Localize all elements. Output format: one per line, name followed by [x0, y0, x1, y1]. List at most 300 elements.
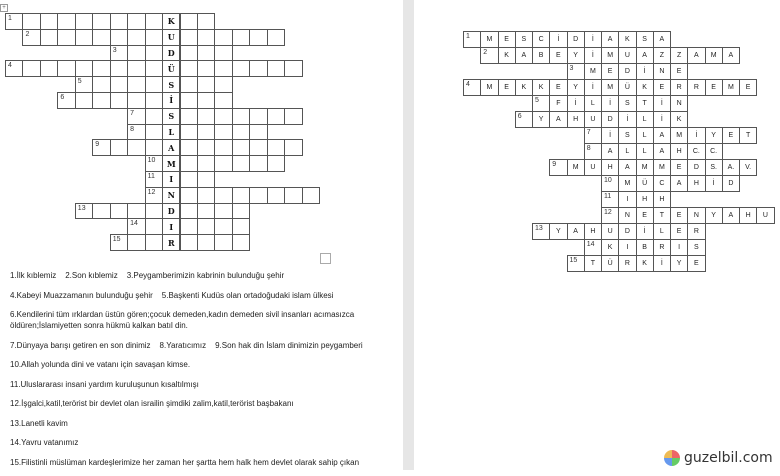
grid-cell[interactable]: [515, 79, 533, 96]
grid-cell[interactable]: [705, 127, 723, 144]
grid-cell[interactable]: [670, 175, 688, 192]
grid-cell[interactable]: [232, 218, 250, 235]
grid-cell[interactable]: [145, 155, 163, 172]
grid-cell[interactable]: [75, 203, 93, 220]
grid-cell[interactable]: [110, 234, 128, 251]
grid-cell[interactable]: [145, 92, 163, 109]
grid-cell[interactable]: [110, 92, 128, 109]
grid-cell[interactable]: [687, 47, 705, 64]
grid-cell[interactable]: [549, 47, 567, 64]
grid-cell[interactable]: [618, 143, 636, 160]
grid-cell[interactable]: [618, 207, 636, 224]
grid-cell[interactable]: [180, 76, 198, 93]
grid-cell[interactable]: [584, 223, 602, 240]
grid-cell[interactable]: [618, 127, 636, 144]
grid-cell[interactable]: [180, 45, 198, 62]
grid-cell[interactable]: [653, 111, 671, 128]
grid-cell[interactable]: [145, 108, 163, 125]
grid-cell[interactable]: [284, 187, 302, 204]
grid-cell[interactable]: [180, 155, 198, 172]
grid-cell[interactable]: [214, 218, 232, 235]
grid-cell[interactable]: [75, 92, 93, 109]
grid-cell[interactable]: [127, 60, 145, 77]
grid-cell[interactable]: [653, 95, 671, 112]
grid-cell[interactable]: [618, 47, 636, 64]
grid-cell[interactable]: [162, 29, 180, 46]
grid-cell[interactable]: [249, 124, 267, 141]
grid-cell[interactable]: [232, 155, 250, 172]
grid-cell[interactable]: [249, 60, 267, 77]
grid-cell[interactable]: [670, 111, 688, 128]
grid-cell[interactable]: [127, 234, 145, 251]
answer-letter: R: [676, 84, 682, 91]
grid-cell[interactable]: [653, 239, 671, 256]
grid-cell[interactable]: [302, 187, 320, 204]
grid-cell[interactable]: [40, 13, 58, 30]
grid-cell[interactable]: [618, 239, 636, 256]
grid-cell[interactable]: [180, 124, 198, 141]
grid-cell[interactable]: [145, 203, 163, 220]
grid-cell[interactable]: [249, 108, 267, 125]
grid-cell[interactable]: [197, 218, 215, 235]
grid-cell[interactable]: [601, 255, 619, 272]
grid-cell[interactable]: [145, 29, 163, 46]
grid-cell[interactable]: [232, 124, 250, 141]
grid-cell[interactable]: [601, 79, 619, 96]
grid-cell[interactable]: [127, 92, 145, 109]
grid-cell[interactable]: [57, 13, 75, 30]
grid-cell[interactable]: [601, 47, 619, 64]
grid-cell[interactable]: [601, 223, 619, 240]
grid-cell[interactable]: [567, 159, 585, 176]
grid-cell[interactable]: [127, 218, 145, 235]
grid-cell[interactable]: [197, 155, 215, 172]
grid-cell[interactable]: [110, 203, 128, 220]
grid-cell[interactable]: [92, 13, 110, 30]
grid-cell[interactable]: [197, 13, 215, 30]
grid-cell[interactable]: [722, 207, 740, 224]
grid-cell[interactable]: [463, 79, 481, 96]
grid-cell[interactable]: [145, 139, 163, 156]
grid-cell[interactable]: [567, 63, 585, 80]
grid-cell[interactable]: [739, 207, 757, 224]
grid-cell[interactable]: [670, 63, 688, 80]
grid-cell[interactable]: [214, 234, 232, 251]
grid-cell[interactable]: [636, 239, 654, 256]
grid-cell[interactable]: [22, 13, 40, 30]
grid-cell[interactable]: [214, 108, 232, 125]
grid-cell[interactable]: [92, 92, 110, 109]
grid-cell[interactable]: [180, 108, 198, 125]
grid-cell[interactable]: [197, 45, 215, 62]
grid-cell[interactable]: [232, 203, 250, 220]
grid-cell[interactable]: [567, 255, 585, 272]
grid-cell[interactable]: [145, 234, 163, 251]
grid-cell[interactable]: [498, 47, 516, 64]
grid-cell[interactable]: [232, 187, 250, 204]
grid-cell[interactable]: [618, 223, 636, 240]
grid-cell[interactable]: [127, 13, 145, 30]
grid-cell[interactable]: [515, 47, 533, 64]
grid-cell[interactable]: [162, 139, 180, 156]
grid-cell[interactable]: [162, 60, 180, 77]
grid-cell[interactable]: [653, 175, 671, 192]
grid-cell[interactable]: [127, 45, 145, 62]
grid-cell[interactable]: [687, 127, 705, 144]
grid-cell[interactable]: [145, 218, 163, 235]
grid-cell[interactable]: [180, 92, 198, 109]
grid-cell[interactable]: [249, 29, 267, 46]
grid-cell[interactable]: [584, 159, 602, 176]
grid-cell[interactable]: [197, 29, 215, 46]
grid-cell[interactable]: [162, 108, 180, 125]
grid-cell[interactable]: [92, 139, 110, 156]
grid-cell[interactable]: [162, 203, 180, 220]
grid-cell[interactable]: [653, 223, 671, 240]
grid-cell[interactable]: [618, 95, 636, 112]
grid-cell[interactable]: [636, 159, 654, 176]
grid-cell[interactable]: [636, 143, 654, 160]
grid-cell[interactable]: [267, 139, 285, 156]
grid-cell[interactable]: [197, 187, 215, 204]
grid-cell[interactable]: [180, 29, 198, 46]
grid-cell[interactable]: [653, 207, 671, 224]
grid-cell[interactable]: [57, 92, 75, 109]
table-resize-handle[interactable]: [320, 253, 331, 264]
grid-cell[interactable]: [653, 47, 671, 64]
grid-cell[interactable]: [722, 175, 740, 192]
grid-cell[interactable]: [687, 223, 705, 240]
grid-cell[interactable]: [180, 171, 198, 188]
grid-cell[interactable]: [687, 79, 705, 96]
grid-cell[interactable]: [722, 127, 740, 144]
grid-cell[interactable]: [145, 13, 163, 30]
grid-cell[interactable]: [232, 29, 250, 46]
grid-cell[interactable]: [214, 29, 232, 46]
grid-cell[interactable]: [549, 111, 567, 128]
grid-cell[interactable]: [618, 31, 636, 48]
grid-cell[interactable]: [197, 171, 215, 188]
grid-cell[interactable]: [636, 223, 654, 240]
grid-cell[interactable]: [127, 76, 145, 93]
grid-cell[interactable]: [653, 191, 671, 208]
grid-cell[interactable]: [145, 45, 163, 62]
grid-cell[interactable]: [110, 13, 128, 30]
grid-cell[interactable]: [601, 175, 619, 192]
grid-cell[interactable]: [739, 159, 757, 176]
grid-cell[interactable]: [705, 207, 723, 224]
grid-cell[interactable]: [145, 171, 163, 188]
grid-cell[interactable]: [636, 191, 654, 208]
grid-cell[interactable]: [670, 127, 688, 144]
grid-cell[interactable]: [636, 207, 654, 224]
grid-cell[interactable]: [214, 203, 232, 220]
grid-cell[interactable]: [57, 29, 75, 46]
grid-cell[interactable]: [601, 63, 619, 80]
grid-cell[interactable]: [267, 187, 285, 204]
grid-cell[interactable]: [722, 79, 740, 96]
grid-cell[interactable]: [618, 255, 636, 272]
grid-cell[interactable]: [670, 47, 688, 64]
grid-cell[interactable]: [584, 79, 602, 96]
grid-cell[interactable]: [601, 207, 619, 224]
grid-cell[interactable]: [584, 239, 602, 256]
grid-cell[interactable]: [249, 155, 267, 172]
grid-cell[interactable]: [636, 95, 654, 112]
grid-cell[interactable]: [567, 223, 585, 240]
grid-cell[interactable]: [653, 79, 671, 96]
grid-cell[interactable]: [197, 234, 215, 251]
clue-6: 6.Kendilerini tüm ırklardan üstün gören;çocuk demeden,kadın demeden sivil insanları acımasızca öldüren;İslamiyetten sonra hükmü kalkan batıl din.: [10, 310, 355, 330]
grid-cell[interactable]: [653, 31, 671, 48]
grid-cell[interactable]: [567, 31, 585, 48]
grid-cell[interactable]: [739, 127, 757, 144]
grid-cell[interactable]: [480, 79, 498, 96]
grid-cell[interactable]: [214, 60, 232, 77]
grid-cell[interactable]: [162, 171, 180, 188]
grid-cell[interactable]: [549, 95, 567, 112]
grid-cell[interactable]: [618, 111, 636, 128]
grid-cell[interactable]: [180, 60, 198, 77]
grid-cell[interactable]: [197, 124, 215, 141]
grid-cell[interactable]: [127, 203, 145, 220]
grid-cell[interactable]: [532, 95, 550, 112]
answer-letter: T: [642, 100, 647, 107]
grid-cell[interactable]: [601, 159, 619, 176]
grid-cell[interactable]: [267, 108, 285, 125]
grid-cell[interactable]: [687, 175, 705, 192]
grid-cell[interactable]: [567, 111, 585, 128]
grid-cell[interactable]: [532, 111, 550, 128]
grid-cell[interactable]: [162, 124, 180, 141]
grid-cell[interactable]: [515, 111, 533, 128]
grid-cell[interactable]: [162, 92, 180, 109]
grid-cell[interactable]: [636, 175, 654, 192]
grid-cell[interactable]: [670, 143, 688, 160]
grid-cell[interactable]: [214, 45, 232, 62]
grid-cell[interactable]: [110, 139, 128, 156]
grid-cell[interactable]: [532, 47, 550, 64]
grid-cell[interactable]: [267, 29, 285, 46]
grid-cell[interactable]: [584, 95, 602, 112]
grid-cell[interactable]: [75, 29, 93, 46]
grid-cell[interactable]: [267, 60, 285, 77]
grid-cell[interactable]: [75, 76, 93, 93]
grid-cell[interactable]: [249, 139, 267, 156]
grid-cell[interactable]: [670, 207, 688, 224]
grid-cell[interactable]: [127, 139, 145, 156]
grid-cell[interactable]: [110, 76, 128, 93]
grid-cell[interactable]: [249, 187, 267, 204]
grid-cell[interactable]: [22, 60, 40, 77]
grid-cell[interactable]: [232, 108, 250, 125]
grid-cell[interactable]: [584, 111, 602, 128]
grid-cell[interactable]: [110, 29, 128, 46]
grid-cell[interactable]: [145, 60, 163, 77]
grid-cell[interactable]: [110, 45, 128, 62]
grid-cell[interactable]: [653, 63, 671, 80]
grid-cell[interactable]: [584, 127, 602, 144]
grid-cell[interactable]: [197, 203, 215, 220]
grid-cell[interactable]: [618, 63, 636, 80]
grid-cell[interactable]: [636, 63, 654, 80]
grid-cell[interactable]: [284, 60, 302, 77]
grid-cell[interactable]: [584, 63, 602, 80]
grid-cell[interactable]: [284, 108, 302, 125]
grid-cell[interactable]: [214, 155, 232, 172]
grid-cell[interactable]: [145, 76, 163, 93]
grid-cell[interactable]: [145, 124, 163, 141]
grid-cell[interactable]: [22, 29, 40, 46]
grid-cell[interactable]: [75, 13, 93, 30]
grid-cell[interactable]: [267, 155, 285, 172]
grid-cell[interactable]: [5, 60, 23, 77]
grid-cell[interactable]: [584, 255, 602, 272]
grid-cell[interactable]: [180, 139, 198, 156]
grid-cell[interactable]: [549, 79, 567, 96]
grid-cell[interactable]: [40, 60, 58, 77]
grid-cell[interactable]: [705, 175, 723, 192]
grid-cell[interactable]: [687, 159, 705, 176]
grid-cell[interactable]: [653, 127, 671, 144]
grid-cell[interactable]: [567, 95, 585, 112]
grid-cell[interactable]: [180, 187, 198, 204]
grid-cell[interactable]: [601, 127, 619, 144]
grid-cell[interactable]: [197, 139, 215, 156]
grid-cell[interactable]: [214, 92, 232, 109]
grid-cell[interactable]: [567, 47, 585, 64]
grid-cell[interactable]: [92, 76, 110, 93]
grid-cell[interactable]: [57, 60, 75, 77]
grid-cell[interactable]: [197, 108, 215, 125]
grid-cell[interactable]: [618, 159, 636, 176]
grid-cell[interactable]: [670, 79, 688, 96]
grid-cell[interactable]: [40, 29, 58, 46]
grid-cell[interactable]: [601, 31, 619, 48]
grid-cell[interactable]: [584, 143, 602, 160]
grid-cell[interactable]: [549, 31, 567, 48]
grid-cell[interactable]: [162, 155, 180, 172]
grid-cell[interactable]: [670, 239, 688, 256]
grid-cell[interactable]: [705, 79, 723, 96]
grid-cell[interactable]: [601, 239, 619, 256]
grid-cell[interactable]: [197, 92, 215, 109]
grid-cell[interactable]: [601, 191, 619, 208]
grid-cell[interactable]: [214, 124, 232, 141]
grid-cell[interactable]: [284, 139, 302, 156]
grid-cell[interactable]: [739, 79, 757, 96]
grid-cell[interactable]: [636, 79, 654, 96]
grid-cell[interactable]: [92, 60, 110, 77]
grid-cell[interactable]: [197, 60, 215, 77]
grid-cell[interactable]: [670, 159, 688, 176]
grid-cell[interactable]: [636, 111, 654, 128]
grid-cell[interactable]: [567, 79, 585, 96]
grid-cell[interactable]: [214, 139, 232, 156]
grid-cell[interactable]: [127, 108, 145, 125]
grid-cell[interactable]: [670, 255, 688, 272]
grid-cell[interactable]: [705, 159, 723, 176]
grid-cell[interactable]: [670, 95, 688, 112]
grid-cell[interactable]: [75, 60, 93, 77]
grid-cell[interactable]: [601, 95, 619, 112]
grid-cell[interactable]: [498, 31, 516, 48]
grid-cell[interactable]: [549, 159, 567, 176]
grid-cell[interactable]: [722, 47, 740, 64]
grid-cell[interactable]: [636, 47, 654, 64]
grid-cell[interactable]: [92, 29, 110, 46]
grid-cell[interactable]: [92, 203, 110, 220]
grid-cell[interactable]: [145, 187, 163, 204]
grid-cell[interactable]: [197, 76, 215, 93]
grid-cell[interactable]: [687, 143, 705, 160]
grid-cell[interactable]: [162, 13, 180, 30]
grid-cell[interactable]: [670, 223, 688, 240]
grid-cell[interactable]: [722, 159, 740, 176]
grid-cell[interactable]: [463, 31, 481, 48]
grid-cell[interactable]: [480, 31, 498, 48]
grid-cell[interactable]: [636, 31, 654, 48]
grid-cell[interactable]: [214, 76, 232, 93]
grid-cell[interactable]: [162, 234, 180, 251]
grid-cell[interactable]: [653, 255, 671, 272]
grid-cell[interactable]: [687, 239, 705, 256]
grid-cell[interactable]: [705, 47, 723, 64]
grid-cell[interactable]: [687, 207, 705, 224]
grid-cell[interactable]: [653, 159, 671, 176]
table-anchor-icon[interactable]: +: [0, 4, 8, 12]
grid-cell[interactable]: [618, 175, 636, 192]
grid-cell[interactable]: [584, 31, 602, 48]
grid-cell[interactable]: [601, 111, 619, 128]
grid-cell[interactable]: [232, 139, 250, 156]
grid-cell[interactable]: [162, 45, 180, 62]
grid-cell[interactable]: [532, 223, 550, 240]
grid-cell[interactable]: [180, 218, 198, 235]
grid-cell[interactable]: [498, 79, 516, 96]
grid-cell[interactable]: [705, 143, 723, 160]
grid-cell[interactable]: [549, 223, 567, 240]
grid-cell[interactable]: [162, 187, 180, 204]
grid-cell[interactable]: [636, 255, 654, 272]
grid-cell[interactable]: [110, 60, 128, 77]
grid-cell[interactable]: [687, 255, 705, 272]
grid-cell[interactable]: [180, 234, 198, 251]
grid-cell[interactable]: [162, 76, 180, 93]
grid-cell[interactable]: [618, 79, 636, 96]
grid-cell[interactable]: [127, 29, 145, 46]
grid-cell[interactable]: [180, 13, 198, 30]
grid-cell[interactable]: [162, 218, 180, 235]
grid-cell[interactable]: [232, 234, 250, 251]
grid-cell[interactable]: [756, 207, 774, 224]
grid-cell[interactable]: [480, 47, 498, 64]
grid-cell[interactable]: [232, 60, 250, 77]
grid-cell[interactable]: [214, 187, 232, 204]
grid-cell[interactable]: [127, 124, 145, 141]
grid-cell[interactable]: [636, 127, 654, 144]
answer-letter: I: [678, 244, 681, 251]
grid-cell[interactable]: [532, 79, 550, 96]
grid-cell[interactable]: [653, 143, 671, 160]
grid-cell[interactable]: [601, 143, 619, 160]
grid-cell[interactable]: [532, 31, 550, 48]
grid-cell[interactable]: [584, 47, 602, 64]
grid-cell[interactable]: [515, 31, 533, 48]
grid-cell[interactable]: [5, 13, 23, 30]
grid-cell[interactable]: [180, 203, 198, 220]
grid-cell[interactable]: [618, 191, 636, 208]
